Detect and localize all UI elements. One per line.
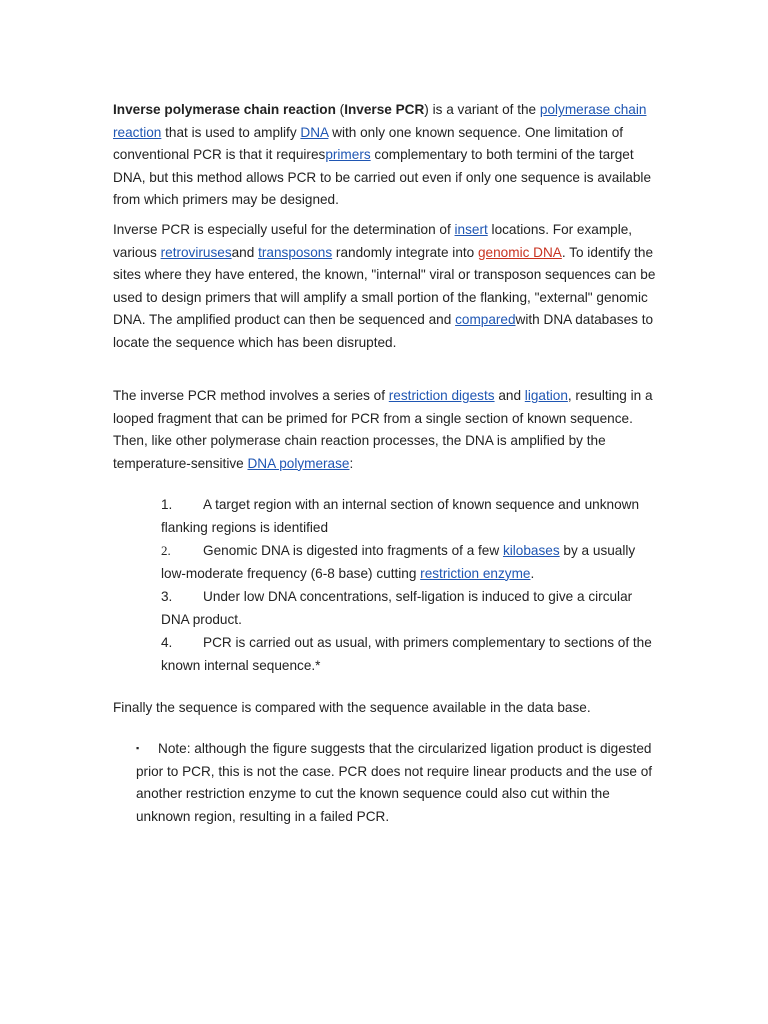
link-primers[interactable]: primers bbox=[325, 147, 371, 162]
paragraph-text: and bbox=[231, 244, 259, 260]
step-number: 1. bbox=[161, 497, 173, 512]
step-number: 2. bbox=[161, 543, 171, 558]
paragraph-text: with only one known sequence. One limitation of conventional PCR is that it requires bbox=[113, 124, 624, 162]
link-polymerase-chain-reaction[interactable]: polymerase chain reaction bbox=[113, 102, 647, 140]
step-text: Genomic DNA is digested into fragments of a few bbox=[203, 543, 503, 558]
paragraph-text: randomly integrate into bbox=[332, 244, 478, 260]
list-item bbox=[161, 586, 661, 631]
method-paragraph bbox=[113, 385, 661, 475]
term-inverse-pcr: Inverse PCR bbox=[344, 102, 425, 117]
paragraph-text: ) is a variant of the bbox=[424, 102, 540, 117]
link-retroviruses[interactable]: retroviruses bbox=[160, 244, 232, 260]
link-restriction-enzyme[interactable]: restriction enzyme bbox=[420, 565, 531, 581]
link-transposons[interactable]: transposons bbox=[258, 244, 333, 260]
link-insert[interactable]: insert bbox=[454, 222, 488, 237]
link-ligation[interactable]: ligation bbox=[524, 388, 568, 403]
paragraph-text: : bbox=[349, 455, 354, 471]
intro-paragraph bbox=[113, 99, 661, 212]
conclusion-paragraph: Finally the sequence is compared with the sequence available in the data base. bbox=[113, 700, 591, 715]
term-inverse-pcr-chain: Inverse polymerase chain reaction bbox=[113, 102, 336, 117]
usage-paragraph bbox=[113, 219, 661, 354]
step-number: 3. bbox=[161, 589, 173, 604]
step-text: PCR is carried out as usual, with primers complementary to sections of the known internal sequence.* bbox=[161, 635, 652, 673]
step-text: A target region with an internal section of known sequence and unknown flanking regions is identified bbox=[161, 497, 640, 535]
paragraph-text: complementary to both termini of the target DNA, but this method allows PCR to be carried out even if only one sequence is available from which primers may be designed. bbox=[113, 147, 652, 207]
link-dna[interactable]: DNA bbox=[300, 124, 329, 140]
link-dna-polymerase[interactable]: DNA polymerase bbox=[247, 455, 350, 471]
paragraph-text: that is used to amplify bbox=[161, 124, 301, 140]
paragraph-text: locations. For example, various bbox=[113, 222, 633, 260]
paragraph-text: ( bbox=[335, 102, 345, 117]
footnote-note bbox=[136, 737, 656, 828]
paragraph-text: and bbox=[494, 388, 525, 403]
paragraph-text: The inverse PCR method involves a series of bbox=[113, 388, 389, 403]
link-compared[interactable]: compared bbox=[455, 312, 516, 327]
link-restriction-digests[interactable]: restriction digests bbox=[388, 388, 495, 403]
list-item bbox=[161, 540, 661, 585]
paragraph-text: Inverse PCR is especially useful for the determination of bbox=[113, 222, 455, 237]
paragraph-text: . To identify the sites where they have entered, the known, "internal" viral or transposon sequences can be used to design primers that will amplify a small portion of the flanking, "external" genomic DNA. The amplified product can then be sequenced and bbox=[113, 244, 656, 327]
step-text: . bbox=[530, 565, 535, 581]
link-genomic-dna[interactable]: genomic DNA bbox=[478, 244, 562, 260]
list-item bbox=[161, 632, 661, 677]
step-text: Under low DNA concentrations, self-ligation is induced to give a circular DNA product. bbox=[161, 589, 633, 627]
bullet-icon: ▪ bbox=[136, 743, 140, 753]
step-number: 4. bbox=[161, 635, 173, 650]
steps-list bbox=[161, 494, 661, 678]
step-text: by a usually low-moderate frequency (6-8 base) cutting bbox=[161, 543, 636, 581]
paragraph-text: , resulting in a looped fragment that can be primed for PCR from a single section of known sequence. Then, like other polymerase chain reaction processes, the DNA is amplified by the temperature-sensitive bbox=[113, 388, 653, 471]
list-item bbox=[161, 494, 661, 539]
link-kilobases[interactable]: kilobases bbox=[502, 543, 560, 558]
paragraph-text: with DNA databases to locate the sequence which has been disrupted. bbox=[113, 312, 654, 350]
note-text: Note: although the figure suggests that the circularized ligation product is digested prior to PCR, this is not the case. PCR does not require linear products and the use of another restriction enzyme to cut the known sequence could also cut within the unknown region, resulting in a failed PCR. bbox=[136, 741, 653, 824]
